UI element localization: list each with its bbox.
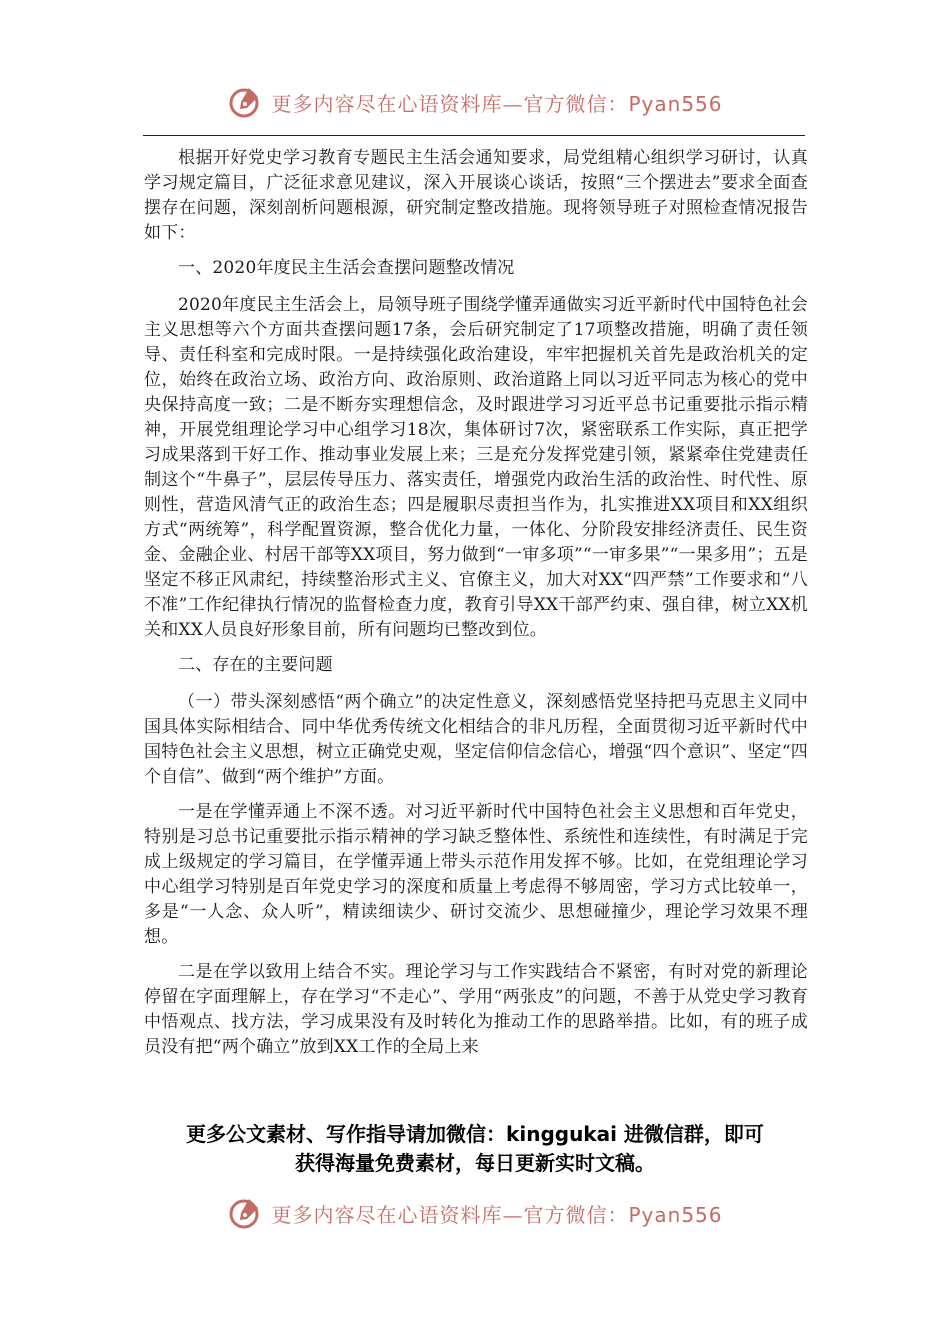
- header-banner-label: 更多内容尽在心语资料库—官方微信：: [271, 91, 629, 116]
- section-1-body: 2020年度民主生活会上，局领导班子围绕学懂弄通做实习近平新时代中国特色社会主义思想等六个方面共查摆问题17条，会后研究制定了17项整改措施，明确了责任领导、责任科室和完成时限。一是持续强化政治建设，牢牢把握机关首先是政治机关的定位，始终在政治立场、政治方向、政治原则、政治道路上同以习近平同志为核心的党中央保持高度一致；二是不断夯实理想信念，及时跟进学习习近平总书记重要批示指示精神，开展党组理论学习中心组学习18次，集体研讨7次，紧密联系工作实际，真正把学习成果落到干好工作、推动事业发展上来；三是充分发挥党建引领，紧紧牵住党建责任制这个“牛鼻子”，层层传导压力、落实责任，增强党内政治生活的政治性、时代性、原则性，营造风清气正的政治生态；四是履职尽责担当作为，扎实推进XX项目和XX组织方式“两统筹”，科学配置资源，整合优化力量，一体化、分阶段安排经济责任、民生资金、金融企业、村居干部等XX项目，努力做到“一审多项”“一审多果”“一果多用”；五是坚定不移正风肃纪，持续整治形式主义、官僚主义，加大对XX“四严禁”工作要求和“八不准”工作纪律执行情况的监督检查力度，教育引导XX干部严约束、强自律，树立XX机关和XX人员良好形象目前，所有问题均已整改到位。: [144, 295, 808, 640]
- pen-nib-circle-logo-icon: [227, 84, 263, 120]
- point-2-paragraph: 二是在学以致用上结合不实。理论学习与工作实践结合不紧密，有时对党的新理论停留在字面理解上，存在学习“不走心”、学用“两张皮”的问题，不善于从党史学习教育中悟观点、找方法，学习成果没有及时转化为推动工作的思路举措。比如，有的班子成员没有把“两个确立”放到XX工作的全局上来: [144, 962, 808, 1057]
- pen-nib-circle-logo-icon: [227, 1195, 263, 1231]
- header-wechat-id: Pyan556: [628, 91, 723, 116]
- section-2-subsection-1: （一）带头深刻感悟“两个确立”的决定性意义，深刻感悟党坚持把马克思主义同中国具体实际相结合、同中华优秀传统文化相结合的非凡历程，全面贯彻习近平新时代中国特色社会主义思想，树立正确党史观，坚定信仰信念信心，增强“四个意识”、坚定“四个自信”、做到“两个维护”方面。: [144, 692, 808, 787]
- promo-line-2: 获得海量免费素材，每日更新实时文稿。: [295, 1151, 655, 1175]
- promo-notice: [120, 1120, 830, 1178]
- header-banner: [0, 82, 950, 122]
- document-body: [144, 146, 808, 1060]
- footer-wechat-id: Pyan556: [628, 1202, 723, 1227]
- header-divider: [143, 135, 805, 136]
- footer-banner-label: 更多内容尽在心语资料库—官方微信：: [271, 1202, 629, 1227]
- section-2-heading: 二、存在的主要问题: [178, 655, 333, 675]
- section-1-heading: 一、2020年度民主生活会查摆问题整改情况: [178, 258, 515, 278]
- point-1-paragraph: 一是在学懂弄通上不深不透。对习近平新时代中国特色社会主义思想和百年党史，特别是习总书记重要批示指示精神的学习缺乏整体性、系统性和连续性，有时满足于完成上级规定的学习篇目，在学懂弄通上带头示范作用发挥不够。比如，在党组理论学习中心组学习特别是百年党史学习的深度和质量上考虑得不够周密，学习方式比较单一，多是“一人念、众人听”，精读细读少、研讨交流少、思想碰撞少，理论学习效果不理想。: [144, 802, 808, 947]
- intro-paragraph: 根据开好党史学习教育专题民主生活会通知要求，局党组精心组织学习研讨，认真学习规定篇目，广泛征求意见建议，深入开展谈心谈话，按照“三个摆进去”要求全面查摆存在问题，深刻剖析问题根源，研究制定整改措施。现将领导班子对照检查情况报告如下：: [144, 148, 808, 243]
- footer-banner-text: [271, 1199, 722, 1228]
- promo-line-1: 更多公文素材、写作指导请加微信：kinggukai 进微信群，即可: [186, 1122, 764, 1146]
- footer-banner: [0, 1193, 950, 1233]
- header-banner-text: [271, 88, 722, 117]
